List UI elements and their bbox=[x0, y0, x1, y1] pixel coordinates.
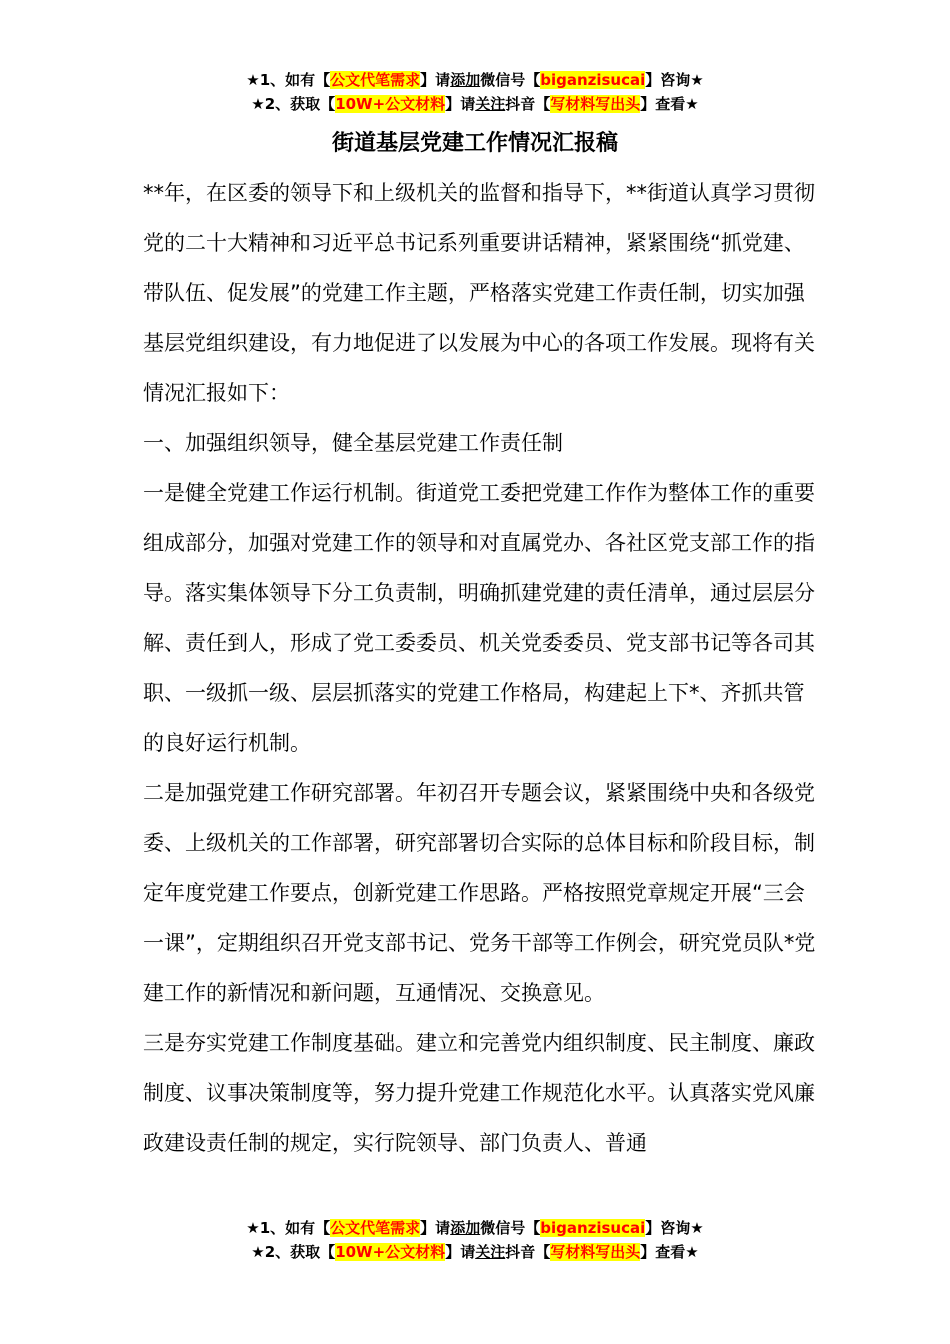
banner-text: ★2、获取【 bbox=[251, 95, 336, 113]
paragraph: 三是夯实党建工作制度基础。建立和完善党内组织制度、民主制度、廉政制度、议事决策制度等，努力提升党建工作规范化水平。认真落实党风廉政建设责任制的规定，实行院领导、部门负责人、普通 bbox=[143, 1031, 815, 1155]
banner-highlight: 10W+公文材料 bbox=[335, 95, 446, 113]
banner-line-2 bbox=[0, 92, 950, 116]
document-body bbox=[143, 168, 823, 1168]
banner-text: 】查看★ bbox=[640, 1243, 699, 1261]
section-heading: 一、加强组织领导，健全基层党建工作责任制 bbox=[143, 431, 563, 455]
banner-text: 抖音【 bbox=[505, 95, 551, 113]
banner-text: 】咨询★ bbox=[645, 1219, 704, 1237]
banner-text: 】查看★ bbox=[640, 95, 699, 113]
paragraph-intro: **年，在区委的领导下和上级机关的监督和指导下，**街道认真学习贯彻党的二十大精神和习近平总书记系列重要讲话精神，紧紧围绕“抓党建、带队伍、促发展”的党建工作主题，严格落实党建工作责任制，切实加强基层党组织建设，有力地促进了以发展为中心的各项工作发展。现将有关情况汇报如下： bbox=[143, 181, 815, 405]
banner-highlight: 10W+公文材料 bbox=[335, 1243, 446, 1261]
banner-underline: 添加 bbox=[450, 71, 481, 89]
banner-text: ★2、获取【 bbox=[251, 1243, 336, 1261]
banner-underline: 关注 bbox=[475, 95, 506, 113]
banner-highlight: biganzisucai bbox=[540, 1219, 646, 1237]
banner-highlight: 写材料写出头 bbox=[550, 1243, 641, 1261]
banner-line-1 bbox=[0, 1216, 950, 1240]
banner-highlight: 写材料写出头 bbox=[550, 95, 641, 113]
banner-text: 】请 bbox=[420, 1219, 451, 1237]
banner-text: 】请 bbox=[420, 71, 451, 89]
paragraph: 一是健全党建工作运行机制。街道党工委把党建工作作为整体工作的重要组成部分，加强对党建工作的领导和对直属党办、各社区党支部工作的指导。落实集体领导下分工负责制，明确抓建党建的责任清单，通过层层分解、责任到人，形成了党工委委员、机关党委委员、党支部书记等各司其职、一级抓一级、层层抓落实的党建工作格局，构建起上下*、齐抓共管的良好运行机制。 bbox=[143, 481, 815, 755]
banner-text: 】请 bbox=[445, 95, 476, 113]
top-ad-banner bbox=[0, 68, 950, 116]
banner-underline: 关注 bbox=[475, 1243, 506, 1261]
paragraph: 二是加强党建工作研究部署。年初召开专题会议，紧紧围绕中央和各级党委、上级机关的工作部署，研究部署切合实际的总体目标和阶段目标，制定年度党建工作要点，创新党建工作思路。严格按照党章规定开展“三会一课”，定期组织召开党支部书记、党务干部等工作例会，研究党员队*党建工作的新情况和新问题，互通情况、交换意见。 bbox=[143, 781, 816, 1005]
document-title: 街道基层党建工作情况汇报稿 bbox=[331, 131, 618, 156]
banner-line-1 bbox=[0, 68, 950, 92]
banner-line-2 bbox=[0, 1240, 950, 1264]
banner-text: 】咨询★ bbox=[645, 71, 704, 89]
banner-text: 】请 bbox=[445, 1243, 476, 1261]
banner-highlight: 公文代笔需求 bbox=[330, 1219, 421, 1237]
banner-highlight: 公文代笔需求 bbox=[330, 71, 421, 89]
banner-text: 微信号【 bbox=[480, 71, 541, 89]
banner-text: 抖音【 bbox=[505, 1243, 551, 1261]
bottom-ad-banner bbox=[0, 1216, 950, 1264]
banner-text: 微信号【 bbox=[480, 1219, 541, 1237]
banner-text: ★1、如有【 bbox=[246, 71, 331, 89]
banner-text: ★1、如有【 bbox=[246, 1219, 331, 1237]
banner-highlight: biganzisucai bbox=[540, 71, 646, 89]
banner-underline: 添加 bbox=[450, 1219, 481, 1237]
